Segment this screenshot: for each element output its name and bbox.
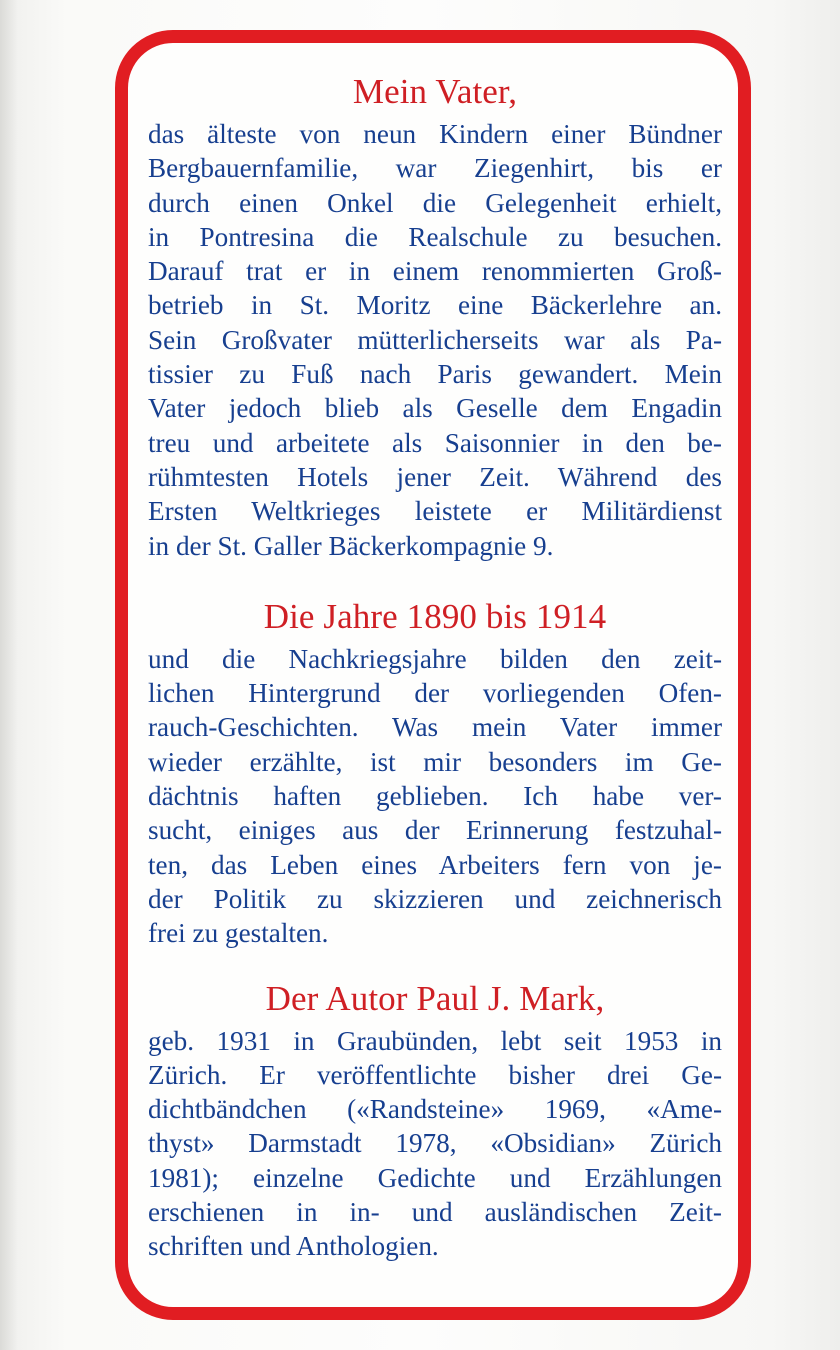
body-line: Vater jedoch blieb als Geselle dem Engadin [148,393,722,424]
section-heading-author: Der Autor Paul J. Mark, [265,978,605,1018]
body-line: treu und arbeitete als Saisonnier in den be- [148,427,722,458]
body-line: wieder erzählte, ist mir besonders im Ge- [148,746,722,777]
body-line: sucht, einiges aus der Erinnerung festzuhal- [148,815,722,846]
body-line: und die Nachkriegsjahre bilden den zeit- [148,643,722,674]
body-line: in der St. Galler Bäckerkompagnie 9. [148,530,554,561]
blurb-text [148,72,722,1264]
body-line: durch einen Onkel die Gelegenheit erhielt, [148,187,722,218]
body-line: erschienen in in- und ausländischen Zeit- [148,1197,722,1228]
body-line: betrieb in St. Moritz eine Bäckerlehre an. [148,290,722,321]
body-line: dächtnis haften geblieben. Ich habe ver- [148,781,722,812]
section-heading-years: Die Jahre 1890 bis 1914 [263,596,607,636]
body-line: Darauf trat er in einem renommierten Groß- [148,256,722,287]
body-line: ten, das Leben eines Arbeiters fern von je- [148,849,722,880]
spine-shadow [0,0,18,1350]
section-author [148,979,722,1264]
body-line: Ersten Weltkrieges leistete er Militärdienst [148,496,722,527]
section-years [148,597,722,951]
body-line: dichtbändchen («Randsteine» 1969, «Ame- [148,1094,722,1125]
body-line: der Politik zu skizzieren und zeichnerisch [148,883,722,914]
body-line: tissier zu Fuß nach Paris gewandert. Mein [148,359,722,390]
body-line: Bergbauernfamilie, war Ziegenhirt, bis er [148,153,722,184]
body-line: thyst» Darmstadt 1978, «Obsidian» Zürich [148,1128,722,1159]
body-line: Zürich. Er veröffentlichte bisher drei Ge- [148,1059,722,1090]
body-line: Sein Großvater mütterlicherseits war als Pa- [148,324,722,355]
section-heading-father: Mein Vater, [352,72,518,111]
body-line: in Pontresina die Realschule zu besuchen. [148,221,722,252]
body-line: lichen Hintergrund der vorliegenden Ofen- [148,678,722,709]
body-line: das älteste von neun Kindern einer Bündner [148,119,722,149]
body-line: 1981); einzelne Gedichte und Erzählungen [148,1162,722,1193]
body-line: rauch-Geschichten. Was mein Vater immer [148,712,722,743]
body-line: schriften und Anthologien. [148,1231,439,1262]
body-line: frei zu gestalten. [148,918,329,949]
body-line: geb. 1931 in Graubünden, lebt seit 1953 in [148,1025,722,1056]
body-line: rühmtesten Hotels jener Zeit. Während des [148,461,722,492]
section-father [148,72,722,563]
